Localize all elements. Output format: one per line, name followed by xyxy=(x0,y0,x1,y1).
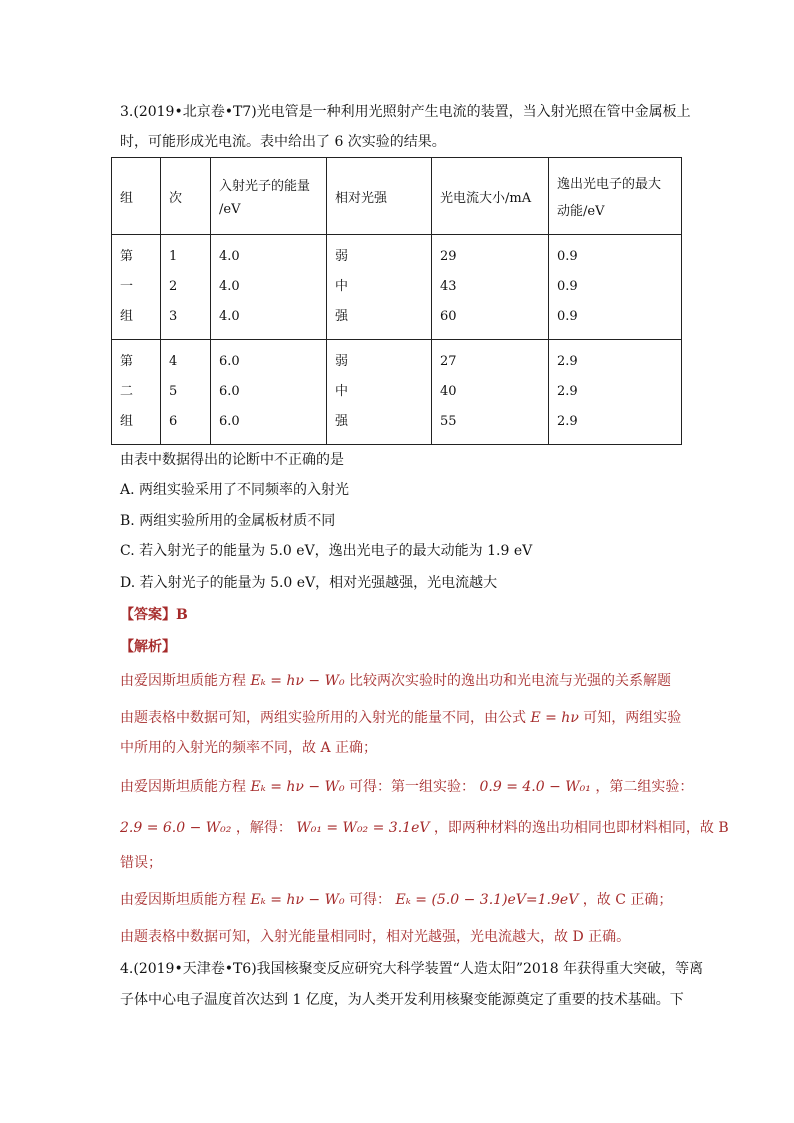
current-value: 60 xyxy=(440,309,457,324)
question-4-line-1: 4.(2019•天津卷•T6)我国核聚变反应研究大科学装置“人造太阳”2018 年获得重大突破，等离 xyxy=(120,961,704,977)
analysis-text: 可得： xyxy=(349,892,392,908)
analysis-text: ，解得： xyxy=(235,820,292,836)
max-ke-value: 2.9 xyxy=(557,354,578,369)
question-3-line-2: 时，可能形成光电流。表中给出了 6 次实验的结果。 xyxy=(120,134,446,150)
analysis-line-6: 错误； xyxy=(120,855,162,871)
header-max-ke-line-2: 动能/eV xyxy=(557,204,605,219)
intensity-value: 中 xyxy=(335,279,349,294)
energy-cell xyxy=(211,235,327,340)
analysis-text: 可得：第一组实验： xyxy=(349,779,476,795)
analysis-text: ，即两种材料的逸出功相同也即材料相同，故 B xyxy=(433,820,729,836)
question-prompt: 由表中数据得出的论断中不正确的是 xyxy=(120,452,344,468)
einstein-formula: Eₖ = hν − W₀ xyxy=(250,779,345,795)
trial-value: 3 xyxy=(169,309,178,324)
question-4-line-2: 子体中心电子温度首次达到 1 亿度，为人类开发利用核聚变能源奠定了重要的技术基础。下 xyxy=(120,992,684,1008)
einstein-formula: Eₖ = hν − W₀ xyxy=(250,892,345,908)
header-max-ke xyxy=(549,158,682,235)
analysis-text: 由题表格中数据可知，两组实验所用的入射光的能量不同，由公式 xyxy=(120,710,526,726)
group-label-char: 第 xyxy=(120,249,134,264)
current-value: 27 xyxy=(440,354,457,369)
analysis-text: 由爱因斯坦质能方程 xyxy=(120,779,246,795)
analysis-line-1 xyxy=(120,671,671,691)
max-ke-value: 0.9 xyxy=(557,279,578,294)
analysis-text: ，第二组实验： xyxy=(595,779,694,795)
table-header-row xyxy=(112,158,682,235)
option-a: A. 两组实验采用了不同频率的入射光 xyxy=(120,482,350,498)
header-energy-line-1: 入射光子的能量 xyxy=(219,179,311,194)
analysis-line-2 xyxy=(120,708,681,728)
max-ke-value: 0.9 xyxy=(557,309,578,324)
header-trial: 次 xyxy=(161,158,211,235)
analysis-line-7 xyxy=(120,890,672,910)
analysis-text: 由爱因斯坦质能方程 xyxy=(120,892,246,908)
group-1-equation: 0.9 = 4.0 − W₀₁ xyxy=(479,779,591,795)
trial-cell xyxy=(161,235,211,340)
trial-value: 4 xyxy=(169,354,178,369)
current-value: 55 xyxy=(440,414,457,429)
group-label-cell xyxy=(112,235,161,340)
group-label-char: 第 xyxy=(120,354,134,369)
question-3-line-1: 3.(2019•北京卷•T7)光电管是一种利用光照射产生电流的装置，当入射光照在管中金属板上 xyxy=(120,104,691,120)
max-ke-value: 0.9 xyxy=(557,249,578,264)
analysis-line-8: 由题表格中数据可知，入射光能量相同时，相对光越强，光电流越大，故 D 正确。 xyxy=(120,929,631,945)
current-value: 40 xyxy=(440,384,457,399)
analysis-line-4 xyxy=(120,777,693,797)
analysis-text: 可知，两组实验 xyxy=(583,710,682,726)
group-label-cell xyxy=(112,340,161,445)
work-function-solution: W₀₁ = W₀₂ = 3.1eV xyxy=(296,820,430,836)
option-d: D. 若入射光子的能量为 5.0 eV，相对光强越强，光电流越大 xyxy=(120,575,498,591)
group-label-char: 组 xyxy=(120,414,134,429)
trial-value: 1 xyxy=(169,249,178,264)
einstein-formula: Eₖ = hν − W₀ xyxy=(250,673,345,689)
table-row-group-1 xyxy=(112,235,682,340)
intensity-cell xyxy=(327,235,432,340)
group-label-char: 一 xyxy=(120,279,134,294)
intensity-value: 强 xyxy=(335,309,349,324)
energy-value: 6.0 xyxy=(219,384,240,399)
kinetic-energy-result: Eₖ = (5.0 − 3.1)eV=1.9eV xyxy=(395,892,579,908)
group-2-equation: 2.9 = 6.0 − W₀₂ xyxy=(120,820,232,836)
header-energy-line-2: /eV xyxy=(219,202,241,217)
analysis-label: 【解析】 xyxy=(120,639,176,655)
analysis-text: 由爱因斯坦质能方程 xyxy=(120,673,246,689)
energy-formula: E = hν xyxy=(530,710,579,726)
intensity-value: 中 xyxy=(335,384,349,399)
group-label-char: 组 xyxy=(120,309,134,324)
energy-cell xyxy=(211,340,327,445)
experiment-table xyxy=(111,157,682,445)
max-ke-value: 2.9 xyxy=(557,414,578,429)
max-ke-cell xyxy=(549,340,682,445)
analysis-text: 比较两次实验时的逸出功和光电流与光强的关系解题 xyxy=(349,673,672,689)
energy-value: 6.0 xyxy=(219,354,240,369)
table-row-group-2 xyxy=(112,340,682,445)
energy-value: 4.0 xyxy=(219,279,240,294)
analysis-line-3: 中所用的入射光的频率不同，故 A 正确； xyxy=(120,740,378,756)
current-value: 43 xyxy=(440,279,457,294)
trial-value: 6 xyxy=(169,414,178,429)
header-current: 光电流大小/mA xyxy=(432,158,549,235)
intensity-cell xyxy=(327,340,432,445)
analysis-text: ，故 C 正确； xyxy=(582,892,673,908)
group-label-char: 二 xyxy=(120,384,134,399)
header-max-ke-line-1: 逸出光电子的最大 xyxy=(557,177,662,192)
current-cell xyxy=(432,235,549,340)
max-ke-cell xyxy=(549,235,682,340)
current-cell xyxy=(432,340,549,445)
intensity-value: 弱 xyxy=(335,249,349,264)
trial-value: 5 xyxy=(169,384,178,399)
header-group: 组 xyxy=(112,158,161,235)
energy-value: 6.0 xyxy=(219,414,240,429)
intensity-value: 强 xyxy=(335,414,349,429)
header-energy xyxy=(211,158,327,235)
energy-value: 4.0 xyxy=(219,309,240,324)
answer-label: 【答案】B xyxy=(120,607,188,623)
trial-value: 2 xyxy=(169,279,178,294)
max-ke-value: 2.9 xyxy=(557,384,578,399)
trial-cell xyxy=(161,340,211,445)
option-c: C. 若入射光子的能量为 5.0 eV，逸出光电子的最大动能为 1.9 eV xyxy=(120,543,533,559)
analysis-line-5 xyxy=(120,818,729,838)
option-b: B. 两组实验所用的金属板材质不同 xyxy=(120,513,336,529)
header-intensity: 相对光强 xyxy=(327,158,432,235)
current-value: 29 xyxy=(440,249,457,264)
energy-value: 4.0 xyxy=(219,249,240,264)
intensity-value: 弱 xyxy=(335,354,349,369)
